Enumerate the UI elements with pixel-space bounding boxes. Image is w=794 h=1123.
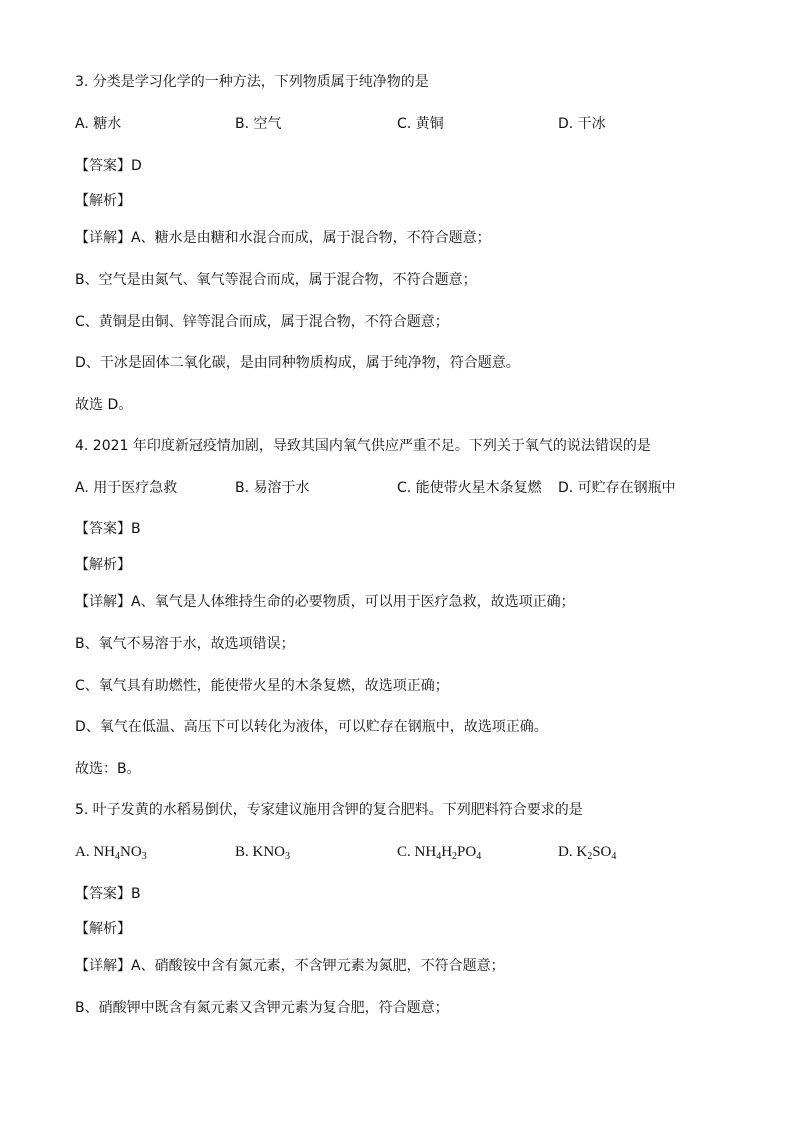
formula-subscript: 3 <box>141 851 147 862</box>
q3-option-a: A. 糖水 <box>75 116 122 132</box>
q4-answer: 【答案】B <box>75 521 141 537</box>
q3-analysis-label: 【解析】 <box>75 193 131 209</box>
q4-detail-line: B、氧气不易溶于水，故选项错误； <box>75 636 295 652</box>
q3-answer: 【答案】D <box>75 158 142 174</box>
formula-subscript: 4 <box>476 851 482 862</box>
option-prefix: A. <box>75 844 94 860</box>
q3-detail-line: D、干冰是固体二氧化碳，是由同种物质构成，属于纯净物，符合题意。 <box>75 355 520 371</box>
formula-subscript: 4 <box>611 851 617 862</box>
q3-option-d: D. 干冰 <box>558 116 606 132</box>
q3-conclusion: 故选 D。 <box>75 397 133 413</box>
q5-option-b <box>235 842 290 862</box>
question-4-stem: 4. 2021 年印度新冠疫情加剧，导致其国内氧气供应严重不足。下列关于氧气的说法错误的是 <box>75 438 651 454</box>
q4-option-c: C. 能使带火星木条复燃 <box>397 480 542 496</box>
formula-part: KNO <box>252 844 286 860</box>
q4-detail-line: C、氧气具有助燃性，能使带火星的木条复燃，故选项正确； <box>75 678 449 694</box>
q4-detail-line: 【详解】A、氧气是人体维持生命的必要物质，可以用于医疗急救，故选项正确； <box>75 594 575 610</box>
q5-analysis-label: 【解析】 <box>75 921 131 937</box>
formula-part: K <box>576 844 588 860</box>
formula-part: NH <box>414 844 437 860</box>
question-5-stem: 5. 叶子发黄的水稻易倒伏，专家建议施用含钾的复合肥料。下列肥料符合要求的是 <box>75 802 583 818</box>
q4-analysis-label: 【解析】 <box>75 557 131 573</box>
q3-detail-line: C、黄铜是由铜、锌等混合而成，属于混合物，不符合题意； <box>75 314 449 330</box>
formula-subscript: 4 <box>436 851 442 862</box>
q4-option-a: A. 用于医疗急救 <box>75 480 178 496</box>
formula-part: PO <box>457 844 477 860</box>
q4-option-b: B. 易溶于水 <box>235 480 310 496</box>
q3-option-c: C. 黄铜 <box>397 116 444 132</box>
q5-detail-line: B、硝酸钾中既含有氮元素又含钾元素为复合肥，符合题意； <box>75 1000 449 1016</box>
q5-detail-line: 【详解】A、硝酸铵中含有氮元素，不含钾元素为氮肥，不符合题意； <box>75 958 505 974</box>
q5-option-d <box>558 842 616 862</box>
option-prefix: D. <box>558 844 577 860</box>
q4-conclusion: 故选：B。 <box>75 761 141 777</box>
formula-part: H <box>441 844 453 860</box>
option-prefix: B. <box>235 844 253 860</box>
formula-subscript: 3 <box>285 851 291 862</box>
q5-option-a <box>75 842 147 862</box>
q3-detail-line: 【详解】A、糖水是由糖和水混合而成，属于混合物，不符合题意； <box>75 230 491 246</box>
question-3-stem: 3. 分类是学习化学的一种方法，下列物质属于纯净物的是 <box>75 74 429 90</box>
formula-part: NO <box>120 844 142 860</box>
formula-subscript: 2 <box>587 851 593 862</box>
q5-option-c <box>397 842 481 862</box>
q5-answer: 【答案】B <box>75 886 141 902</box>
formula-subscript: 2 <box>452 851 458 862</box>
formula-part: SO <box>592 844 612 860</box>
option-prefix: C. <box>397 844 415 860</box>
q3-detail-line: B、空气是由氮气、氧气等混合而成，属于混合物，不符合题意； <box>75 272 477 288</box>
formula-part: NH <box>93 844 116 860</box>
q3-option-b: B. 空气 <box>235 116 282 132</box>
q4-detail-line: D、氧气在低温、高压下可以转化为液体，可以贮存在钢瓶中，故选项正确。 <box>75 719 548 735</box>
formula-subscript: 4 <box>115 851 121 862</box>
q4-option-d: D. 可贮存在钢瓶中 <box>558 480 676 496</box>
